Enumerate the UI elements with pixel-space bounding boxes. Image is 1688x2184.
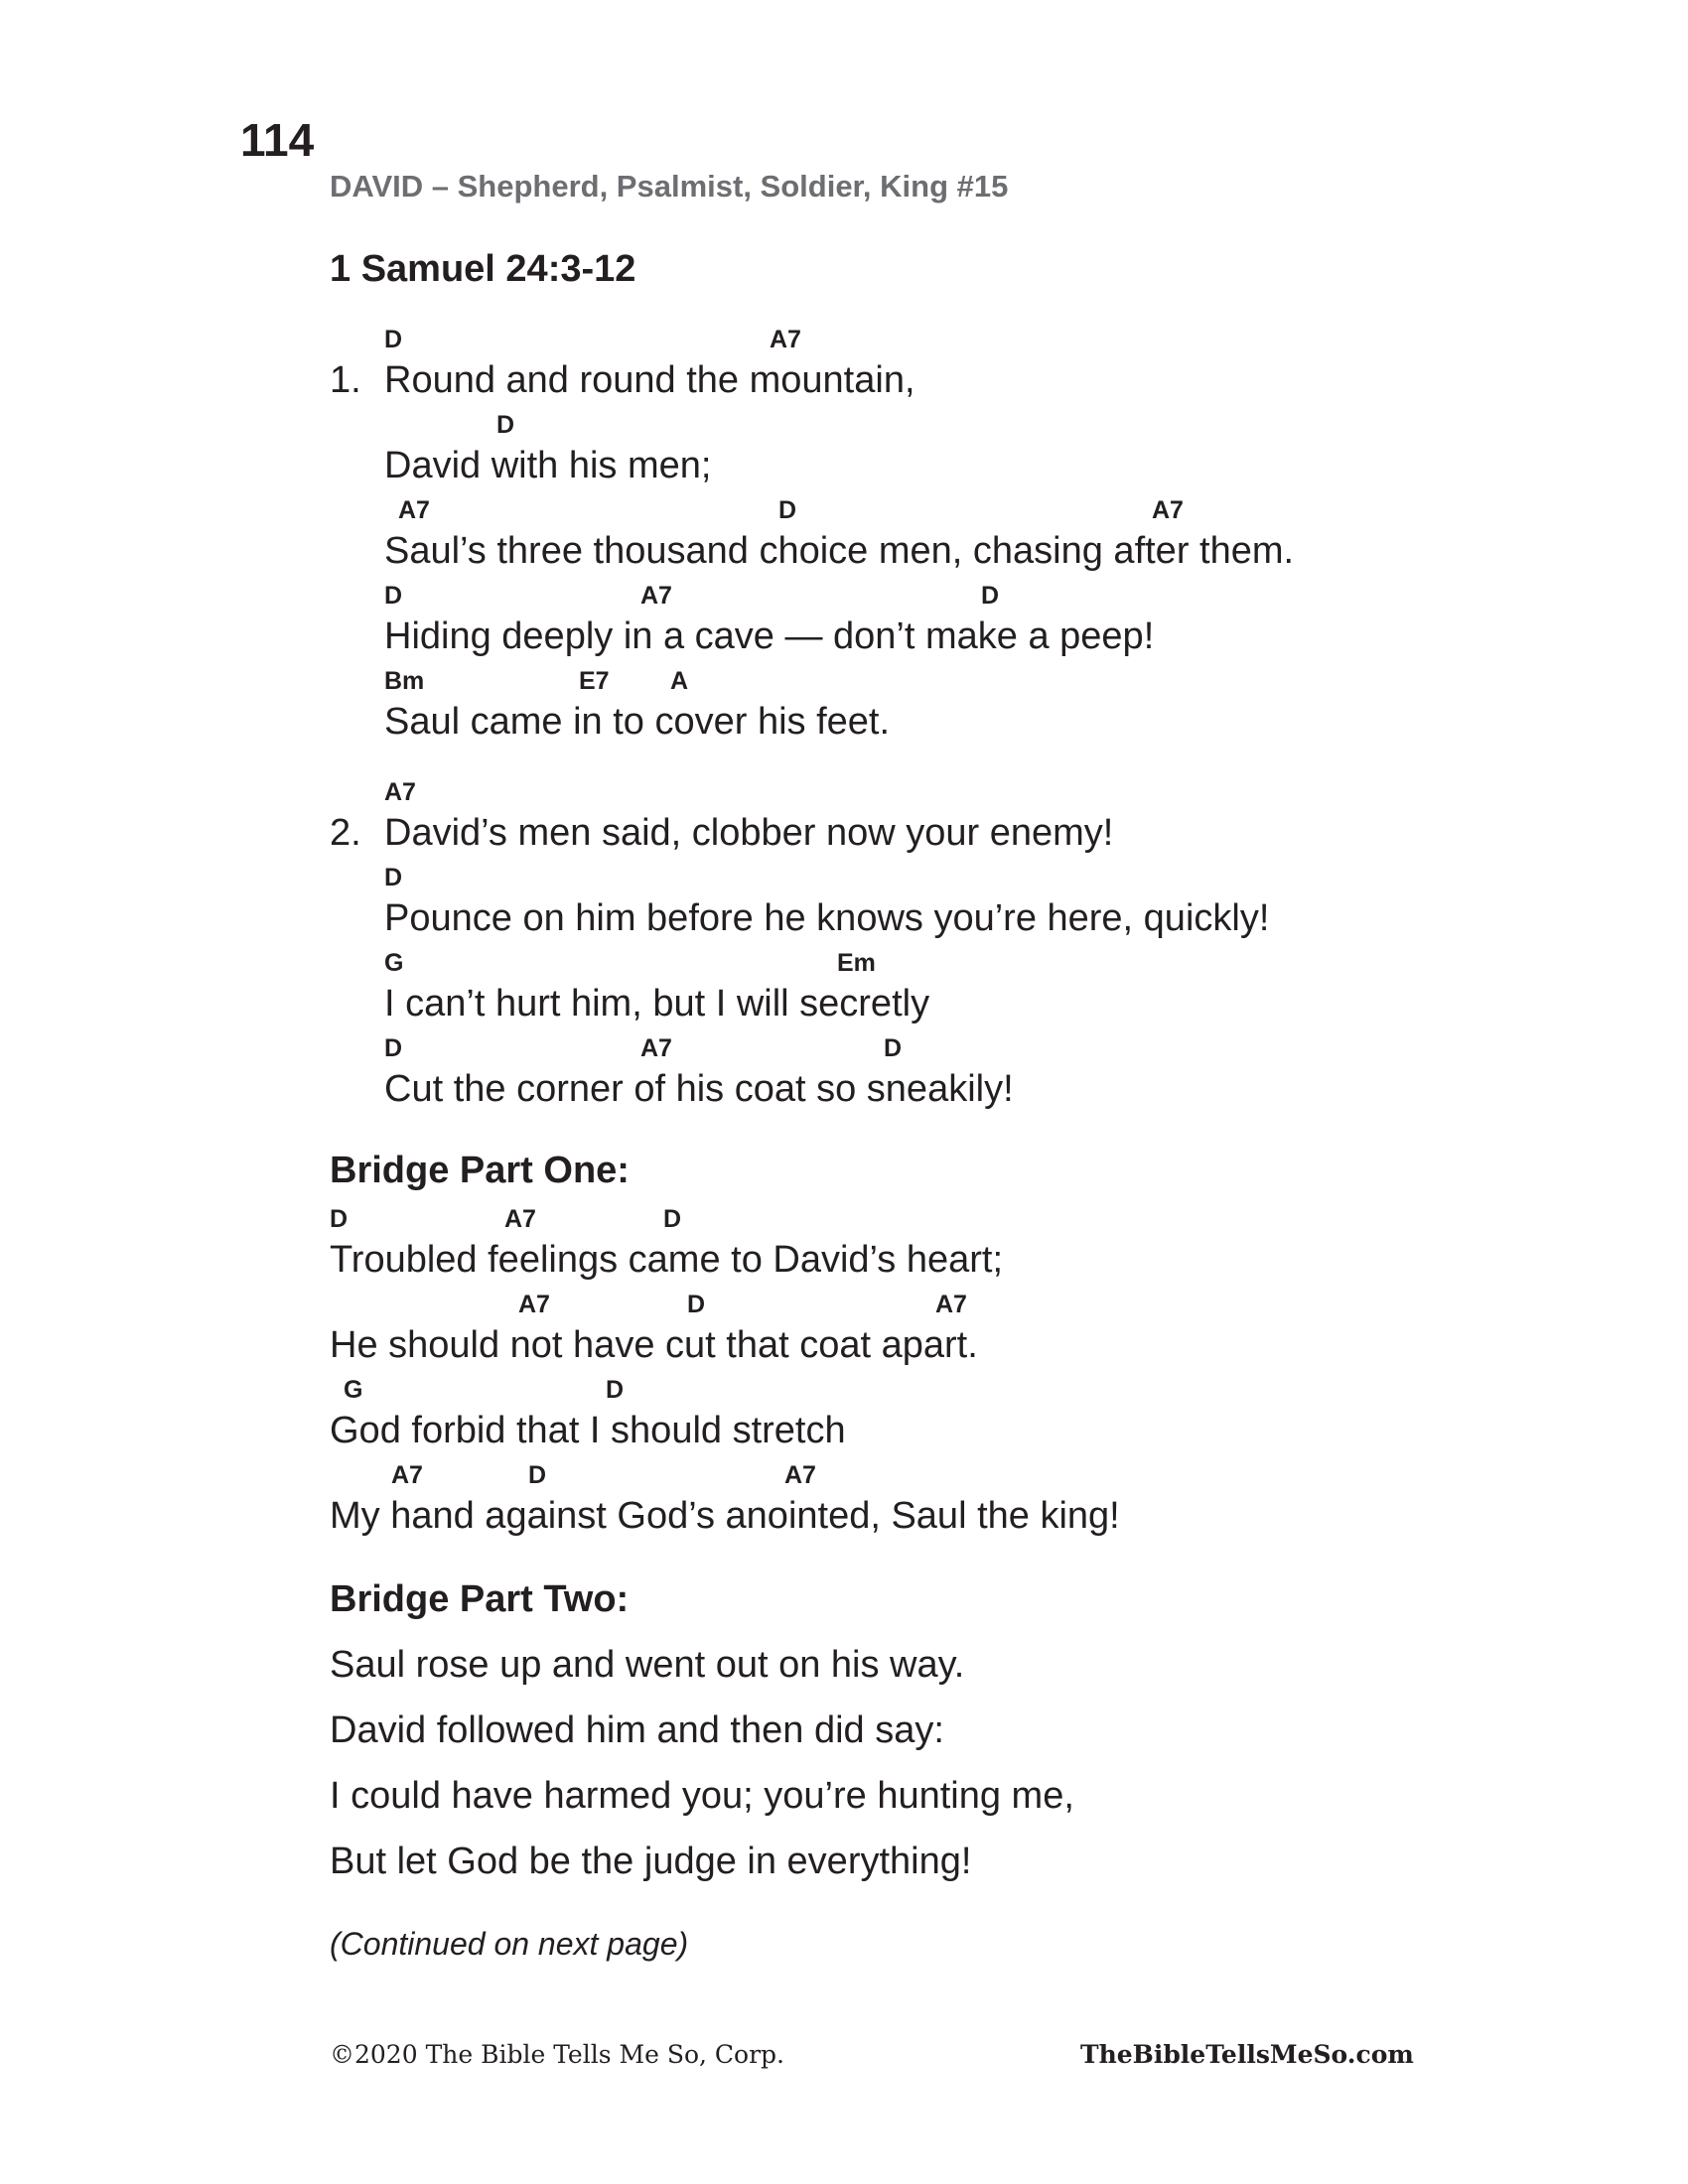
bridge-2-line-3: I could have harmed you; you’re hunting me, <box>330 1775 1074 1817</box>
chord: D <box>330 1205 349 1233</box>
footer-copyright: ©2020 The Bible Tells Me So, Corp. <box>330 2040 784 2069</box>
lyric: Troubled feelings came to David’s heart; <box>330 1239 1004 1281</box>
chord: A7 <box>784 1461 816 1489</box>
continued-note: (Continued on next page) <box>330 1926 689 1962</box>
lyric: Hiding deeply in a cave — don’t make a peep! <box>384 615 1155 657</box>
lyric: David with his men; <box>384 445 712 486</box>
chord: D <box>663 1205 682 1233</box>
chord: A7 <box>391 1461 423 1489</box>
chord: D <box>606 1376 625 1404</box>
lyric: My hand against God’s anointed, Saul the king! <box>330 1495 1120 1537</box>
lyric: Round and round the mountain, <box>384 359 915 401</box>
chord: A7 <box>935 1291 967 1318</box>
lyric: I can’t hurt him, but I will secretly <box>384 983 930 1024</box>
chord: A7 <box>640 582 672 610</box>
chord: A <box>670 667 689 695</box>
lyric: God forbid that I should stretch <box>330 1410 846 1451</box>
bridge-2-line-2: David followed him and then did say: <box>330 1709 944 1751</box>
verse-2-number: 2. <box>330 812 361 854</box>
lyric: He should not have cut that coat apart. <box>330 1324 978 1366</box>
chord: D <box>496 411 515 439</box>
verse-1-number: 1. <box>330 359 361 401</box>
chord: D <box>884 1034 903 1062</box>
chord: Bm <box>384 667 425 695</box>
chord: A7 <box>518 1291 550 1318</box>
lyric: David’s men said, clobber now your enemy! <box>384 812 1114 854</box>
bridge-2-line-4: But let God be the judge in everything! <box>330 1841 972 1882</box>
chord: A7 <box>398 496 430 524</box>
series-title: DAVID – Shepherd, Psalmist, Soldier, King #15 <box>330 169 1009 204</box>
chord: E7 <box>579 667 610 695</box>
lyric: Saul came in to cover his feet. <box>384 701 891 743</box>
chord: A7 <box>504 1205 536 1233</box>
bridge-part-one-heading: Bridge Part One: <box>330 1150 630 1191</box>
chord: G <box>344 1376 363 1404</box>
chord: D <box>778 496 797 524</box>
chord: D <box>384 582 403 610</box>
chord: Em <box>837 949 876 977</box>
footer-website-link[interactable]: TheBibleTellsMeSo.com <box>1080 2040 1414 2069</box>
chord: G <box>384 949 404 977</box>
chord: A7 <box>384 778 416 806</box>
lyric: Pounce on him before he knows you’re here, quickly! <box>384 897 1270 939</box>
chord: D <box>981 582 1000 610</box>
bridge-part-two-heading: Bridge Part Two: <box>330 1578 630 1620</box>
chord: D <box>384 326 403 353</box>
chord: D <box>384 864 403 891</box>
chord: A7 <box>1152 496 1184 524</box>
scripture-reference: 1 Samuel 24:3-12 <box>330 248 636 290</box>
page-number: 114 <box>240 114 315 166</box>
chord: D <box>687 1291 706 1318</box>
chord: D <box>528 1461 547 1489</box>
bridge-2-line-1: Saul rose up and went out on his way. <box>330 1644 965 1686</box>
chord: A7 <box>640 1034 672 1062</box>
lyric: Cut the corner of his coat so sneakily! <box>384 1068 1014 1110</box>
chord: D <box>384 1034 403 1062</box>
chord: A7 <box>770 326 801 353</box>
lyric: Saul’s three thousand choice men, chasing after them. <box>384 530 1295 572</box>
